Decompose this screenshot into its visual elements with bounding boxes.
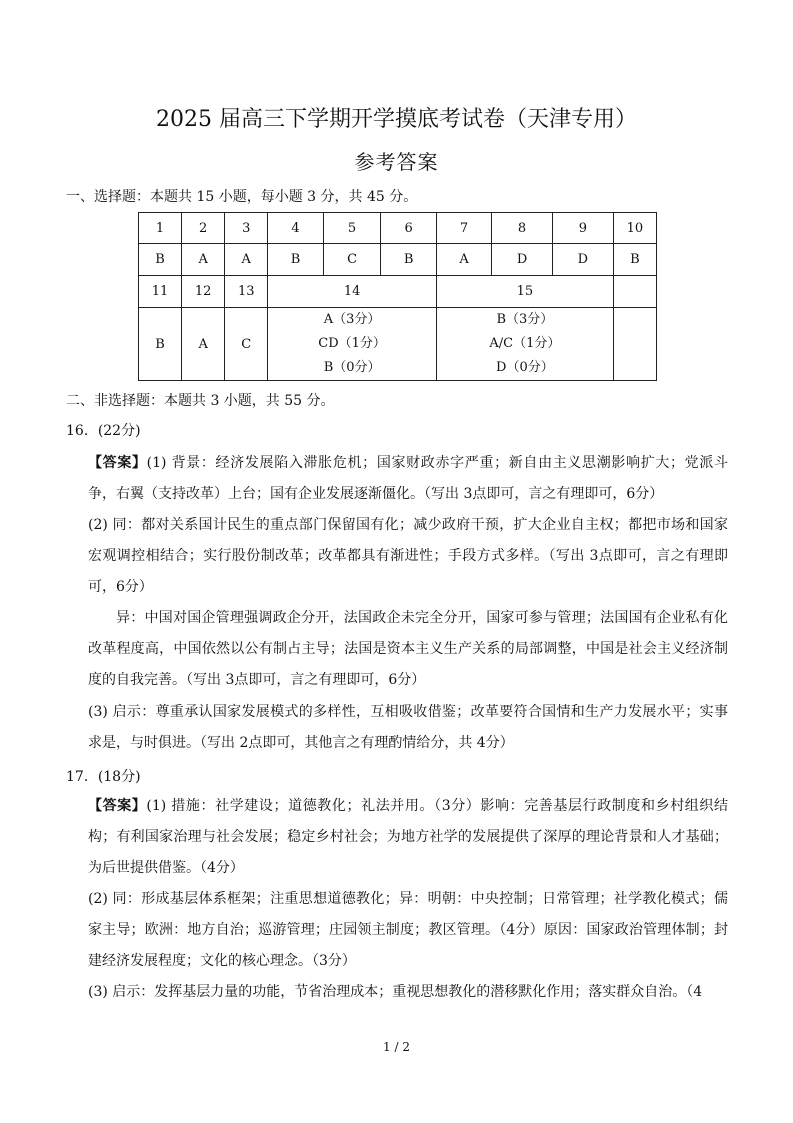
q16-paragraph-3: 异：中国对国企管理强调政企分开，法国政企未完全分开，国家可参与管理；法国国有企业私有化改革程度高，中国依然以公有制占主导；法国是资本主义生产关系的局部调整，中国是社会主义经济制度的自我完善。（写出 3点即可，言之有理即可，6分） (88, 610, 728, 689)
table-cell-15 (436, 308, 613, 381)
q16-paragraph-2: (2) 同：都对关系国计民生的重点部门保留国有化；减少政府干预，扩大企业自主权；都把市场和国家宏观调控相结合；实行股份制改革；改革都具有渐进性；手段方式多样。（写出 3点即可，言之有理即可，6分） (88, 517, 728, 596)
section-heading-2: 二、非选择题：本题共 3 小题，共 55 分。 (66, 393, 335, 409)
q17-paragraph-2: (2) 同：形成基层体系框架；注重思想道德教化；异：明朝：中央控制；日常管理；社学教化模式；儒家主导；欧洲：地方自治；巡游管理；庄园领主制度；教区管理。（4分）原因：国家政治管理体制；封建经济发展程度；文化的核心理念。（3分） (88, 891, 728, 970)
table-cell: 1 (139, 213, 182, 244)
page-number: 1 / 2 (383, 1040, 410, 1054)
q17-text-1: (1) 措施：社学建设；道德教化；礼法并用。（3分）影响：完善基层行政制度和乡村组织结构；有利国家治理与社会发展；稳定乡村社会；为地方社学的发展提供了深厚的理论背景和人才基础；为后世提供借鉴。（4分） (88, 798, 729, 877)
table-cell: A (182, 244, 225, 276)
table-cell: B (268, 244, 324, 276)
q17-paragraph-1 (88, 791, 728, 885)
table-cell: 2 (182, 213, 225, 244)
table-cell: D (552, 244, 613, 276)
table-cell: B (139, 308, 182, 381)
score-line: CD（1分） (318, 336, 386, 351)
table-cell: 14 (268, 276, 437, 308)
answer-label: 【答案】 (88, 455, 147, 471)
table-cell: 3 (225, 213, 268, 244)
table-cell: D (492, 244, 553, 276)
table-cell: 9 (552, 213, 613, 244)
answer-table (138, 212, 657, 381)
table-row (139, 213, 657, 244)
q16-paragraph-4: (3) 启示：尊重承认国家发展模式的多样性，互相吸收借鉴；改革要符合国情和生产力发展水平；实事求是，与时俱进。（写出 2点即可，其他言之有理酌情给分，共 4分） (88, 704, 728, 752)
table-row (139, 276, 657, 308)
table-cell: A (182, 308, 225, 381)
table-row (139, 244, 657, 276)
table-cell: B (381, 244, 437, 276)
score-line: A（3分） (323, 312, 381, 327)
q16-text-1: (1) 背景：经济发展陷入滞胀危机；国家财政赤字严重；新自由主义思潮影响扩大；党派斗争，右翼（支持改革）上台；国有企业发展逐渐僵化。（写出 3点即可，言之有理即可，6分） (88, 455, 728, 503)
table-cell (613, 308, 656, 381)
question-16-heading: 16．(22分) (66, 423, 141, 439)
table-cell: 7 (436, 213, 491, 244)
table-cell: 10 (613, 213, 656, 244)
section-heading-1: 一、选择题：本题共 15 小题，每小题 3 分，共 45 分。 (66, 189, 418, 205)
table-cell: B (139, 244, 182, 276)
table-cell: 13 (225, 276, 268, 308)
page-subtitle: 参考答案 (354, 150, 439, 174)
score-line: A/C（1分） (489, 336, 561, 351)
table-cell: 5 (323, 213, 381, 244)
score-line: B（0分） (323, 360, 381, 375)
question-17-heading: 17．(18分) (66, 769, 141, 785)
table-cell: B (613, 244, 656, 276)
score-line: B（3分） (496, 312, 554, 327)
table-cell: C (323, 244, 381, 276)
table-cell: 15 (436, 276, 613, 308)
table-cell: 6 (381, 213, 437, 244)
table-cell: A (436, 244, 491, 276)
table-cell: 4 (268, 213, 324, 244)
table-cell: 12 (182, 276, 225, 308)
table-cell: 8 (492, 213, 553, 244)
table-cell: 11 (139, 276, 182, 308)
table-cell: C (225, 308, 268, 381)
answer-label: 【答案】 (88, 798, 147, 814)
table-row (139, 308, 657, 381)
q16-paragraph-1 (88, 448, 728, 510)
table-cell: A (225, 244, 268, 276)
table-cell (613, 276, 656, 308)
score-line: D（0分） (496, 360, 554, 375)
page-title: 2025 届高三下学期开学摸底考试卷（天津专用） (156, 107, 637, 132)
q17-paragraph-3: (3) 启示：发挥基层力量的功能，节省治理成本；重视思想教化的潜移默化作用；落实群众自治。（4 (88, 984, 703, 1000)
table-cell-14 (268, 308, 437, 381)
